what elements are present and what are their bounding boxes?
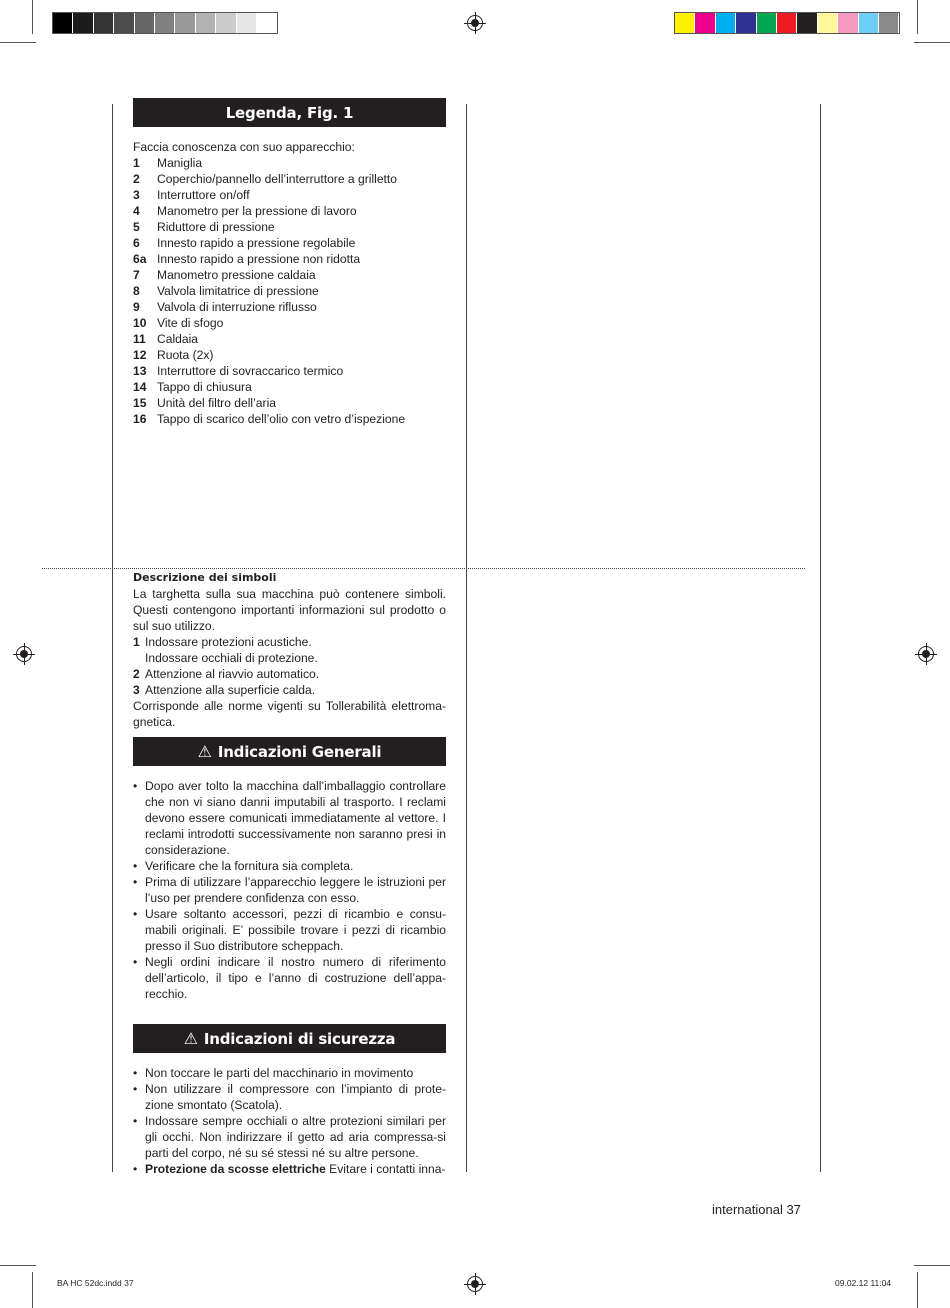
legend-item bbox=[133, 155, 446, 171]
list-item bbox=[133, 1065, 446, 1081]
fold-line bbox=[42, 568, 805, 569]
symbol-item-text: Attenzione alla superficie calda. bbox=[145, 683, 316, 697]
legend-item-number: 5 bbox=[133, 220, 140, 234]
symbols-list bbox=[133, 634, 446, 698]
crop-mark bbox=[0, 1265, 36, 1266]
legend-item-number: 2 bbox=[133, 172, 140, 186]
symbol-item bbox=[133, 666, 446, 682]
safety-last-rest: Evitare i contatti inna- bbox=[325, 1162, 446, 1176]
legend-item bbox=[133, 411, 446, 427]
color-swatch bbox=[838, 13, 858, 33]
registration-mark-icon bbox=[467, 1276, 483, 1292]
color-swatch bbox=[716, 13, 736, 33]
page-number: international 37 bbox=[712, 1202, 801, 1217]
bullet: • bbox=[133, 907, 138, 921]
legend-item-number: 15 bbox=[133, 396, 147, 410]
legend-item bbox=[133, 331, 446, 347]
warning-icon: ⚠ bbox=[183, 1028, 198, 1048]
column-rule bbox=[466, 104, 467, 1172]
color-swatch bbox=[53, 13, 73, 33]
legend-item-text: Ruota (2x) bbox=[157, 348, 214, 362]
color-swatch bbox=[94, 13, 114, 33]
color-swatch bbox=[135, 13, 155, 33]
general-title: Indicazioni Generali bbox=[217, 742, 382, 761]
color-swatch bbox=[797, 13, 817, 33]
color-swatch bbox=[257, 13, 277, 33]
legend-item bbox=[133, 299, 446, 315]
list-item-text: Dopo aver tolto la macchina dall’imballaggio controllare che non vi siano danni imputabili al trasporto. I reclami devono essere comunicati immediatamente al vettore. I reclami introdotti successivamente non saranno presi in considerazione. bbox=[145, 779, 446, 857]
legend-item-text: Maniglia bbox=[157, 156, 203, 170]
list-item-text: Usare soltanto accessori, pezzi di ricambio e consu-mabili originali. E’ possibile trovare i pezzi di ricambio presso il Suo distributore scheppach. bbox=[145, 907, 446, 953]
symbols-section bbox=[133, 570, 446, 730]
registration-mark-icon bbox=[918, 646, 934, 662]
symbol-item bbox=[133, 682, 446, 698]
general-heading bbox=[133, 737, 446, 766]
legend-item bbox=[133, 235, 446, 251]
list-item-text: Negli ordini indicare il nostro numero di riferimento dell’articolo, il tipo e l’anno di costruzione dell’appa-recchio. bbox=[145, 955, 446, 1001]
list-item-text: Verificare che la fornitura sia completa. bbox=[145, 859, 354, 873]
bullet: • bbox=[133, 1114, 138, 1128]
legend-item-number: 7 bbox=[133, 268, 140, 282]
list-item bbox=[133, 1113, 446, 1161]
list-item-text: Non toccare le parti del macchinario in movimento bbox=[145, 1066, 414, 1080]
legend-item-text: Manometro per la pressione di lavoro bbox=[157, 204, 357, 218]
legend-item-text: Tappo di scarico dell’olio con vetro d’ispezione bbox=[157, 412, 406, 426]
legend-item-text: Tappo di chiusura bbox=[157, 380, 252, 394]
color-swatch bbox=[114, 13, 134, 33]
symbol-item-text: Attenzione al riavvio automatico. bbox=[145, 667, 320, 681]
safety-heading bbox=[133, 1024, 446, 1053]
legend-item bbox=[133, 363, 446, 379]
color-swatch bbox=[216, 13, 236, 33]
legend-item bbox=[133, 171, 446, 187]
legend-item-text: Valvola di interruzione riflusso bbox=[157, 300, 317, 314]
color-swatch bbox=[757, 13, 777, 33]
legend-item bbox=[133, 219, 446, 235]
legend-item-text: Coperchio/pannello dell’interruttore a grilletto bbox=[157, 172, 397, 186]
crop-mark bbox=[914, 1265, 950, 1266]
symbols-footer: Corrisponde alle norme vigenti su Tollerabilità elettroma-gnetica. bbox=[133, 699, 446, 729]
gray-color-bar bbox=[52, 12, 278, 34]
legend-item-text: Innesto rapido a pressione non ridotta bbox=[157, 252, 361, 266]
legend-item-number: 3 bbox=[133, 188, 140, 202]
symbol-item-number: 1 bbox=[133, 635, 140, 649]
legend-item-text: Interruttore on/off bbox=[157, 188, 250, 202]
crop-mark bbox=[32, 1272, 33, 1308]
legend-heading bbox=[133, 98, 446, 127]
symbol-item-text: Indossare protezioni acustiche. bbox=[145, 635, 312, 649]
legend-item-text: Caldaia bbox=[157, 332, 199, 346]
safety-list bbox=[133, 1065, 446, 1161]
symbol-item-text: Indossare occhiali di protezione. bbox=[145, 651, 318, 665]
crop-mark bbox=[32, 0, 33, 34]
legend-item bbox=[133, 395, 446, 411]
list-item bbox=[133, 778, 446, 858]
legend-item-number: 10 bbox=[133, 316, 147, 330]
symbols-title: Descrizione dei simboli bbox=[133, 571, 277, 584]
symbol-item bbox=[133, 650, 446, 666]
bullet: • bbox=[133, 859, 138, 873]
registration-mark-icon bbox=[467, 15, 483, 31]
legend-item bbox=[133, 187, 446, 203]
legend-item-number: 9 bbox=[133, 300, 140, 314]
symbol-item-number: 3 bbox=[133, 683, 140, 697]
list-item bbox=[133, 874, 446, 906]
legend-item bbox=[133, 251, 446, 267]
bullet: • bbox=[133, 875, 138, 889]
legend-item-text: Manometro pressione caldaia bbox=[157, 268, 316, 282]
legend-item-number: 13 bbox=[133, 364, 147, 378]
column-rule bbox=[820, 104, 821, 1172]
legend-title: Legenda, Fig. 1 bbox=[225, 103, 354, 122]
color-swatch bbox=[818, 13, 838, 33]
legend-item-number: 6a bbox=[133, 252, 147, 266]
legend-item bbox=[133, 347, 446, 363]
process-color-bar bbox=[674, 12, 900, 34]
color-swatch bbox=[196, 13, 216, 33]
bullet: • bbox=[133, 1066, 138, 1080]
list-item bbox=[133, 1081, 446, 1113]
color-swatch bbox=[675, 13, 695, 33]
legend-item-text: Unità del filtro dell’aria bbox=[157, 396, 276, 410]
slug-date: 09.02.12 11:04 bbox=[835, 1278, 892, 1288]
legend-item-number: 16 bbox=[133, 412, 147, 426]
crop-mark bbox=[917, 0, 918, 34]
symbol-item-number: 2 bbox=[133, 667, 140, 681]
legend-item bbox=[133, 283, 446, 299]
color-swatch bbox=[879, 13, 899, 33]
general-list bbox=[133, 778, 446, 1002]
legend-item bbox=[133, 315, 446, 331]
general-section bbox=[133, 737, 446, 1002]
legend-item-number: 4 bbox=[133, 204, 140, 218]
color-swatch bbox=[736, 13, 756, 33]
bullet: • bbox=[133, 779, 138, 793]
list-item bbox=[133, 906, 446, 954]
legend-item-text: Innesto rapido a pressione regolabile bbox=[157, 236, 356, 250]
legend-item bbox=[133, 267, 446, 283]
color-swatch bbox=[695, 13, 715, 33]
legend-item-number: 14 bbox=[133, 380, 147, 394]
list-item bbox=[133, 954, 446, 1002]
safety-last-bold: Protezione da scosse elettriche bbox=[145, 1162, 326, 1176]
color-swatch bbox=[237, 13, 257, 33]
legend-list bbox=[133, 155, 446, 427]
legend-item-number: 6 bbox=[133, 236, 140, 250]
color-swatch bbox=[175, 13, 195, 33]
list-item-text: Non utilizzare il compressore con l’impianto di prote-zione smontato (Scatola). bbox=[145, 1082, 446, 1112]
color-swatch bbox=[155, 13, 175, 33]
column-rule bbox=[112, 104, 113, 1172]
slug-file: BA HC 52dc.indd 37 bbox=[57, 1278, 134, 1288]
symbol-item-number bbox=[133, 650, 145, 666]
color-swatch bbox=[859, 13, 879, 33]
list-item bbox=[133, 1161, 446, 1177]
bullet: • bbox=[133, 955, 138, 969]
list-item-text: Indossare sempre occhiali o altre protezioni similari per gli occhi. Non indirizzare il getto ad aria compressa-si parti del corpo, né su sé stessi né su altre persone. bbox=[145, 1114, 446, 1160]
crop-mark bbox=[914, 42, 950, 43]
list-item-text: Prima di utilizzare l’apparecchio leggere le istruzioni per l’uso per prendere confidenza con esso. bbox=[145, 875, 446, 905]
legend-item-text: Riduttore di pressione bbox=[157, 220, 275, 234]
legend-item-number: 8 bbox=[133, 284, 140, 298]
color-swatch bbox=[777, 13, 797, 33]
safety-section bbox=[133, 1024, 446, 1177]
legend-item bbox=[133, 203, 446, 219]
list-item bbox=[133, 858, 446, 874]
crop-mark bbox=[0, 42, 36, 43]
legend-item-number: 12 bbox=[133, 348, 147, 362]
legend-item-text: Valvola limitatrice di pressione bbox=[157, 284, 319, 298]
safety-title: Indicazioni di sicurezza bbox=[203, 1029, 396, 1048]
bullet: • bbox=[133, 1162, 138, 1176]
bullet: • bbox=[133, 1082, 138, 1096]
legend-item-text: Vite di sfogo bbox=[157, 316, 224, 330]
warning-icon: ⚠ bbox=[197, 741, 212, 761]
legend-item-number: 11 bbox=[133, 332, 146, 346]
symbol-item bbox=[133, 634, 446, 650]
legend-intro: Faccia conoscenza con suo apparecchio: bbox=[133, 140, 355, 154]
symbols-intro: La targhetta sulla sua macchina può contenere simboli. Questi contengono importanti informazioni sul prodotto o sul suo utilizzo. bbox=[133, 587, 446, 633]
legend-section bbox=[133, 98, 446, 427]
legend-item-number: 1 bbox=[133, 156, 140, 170]
crop-mark bbox=[917, 1272, 918, 1308]
legend-item-text: Interruttore di sovraccarico termico bbox=[157, 364, 344, 378]
color-swatch bbox=[73, 13, 93, 33]
legend-item bbox=[133, 379, 446, 395]
registration-mark-icon bbox=[16, 646, 32, 662]
